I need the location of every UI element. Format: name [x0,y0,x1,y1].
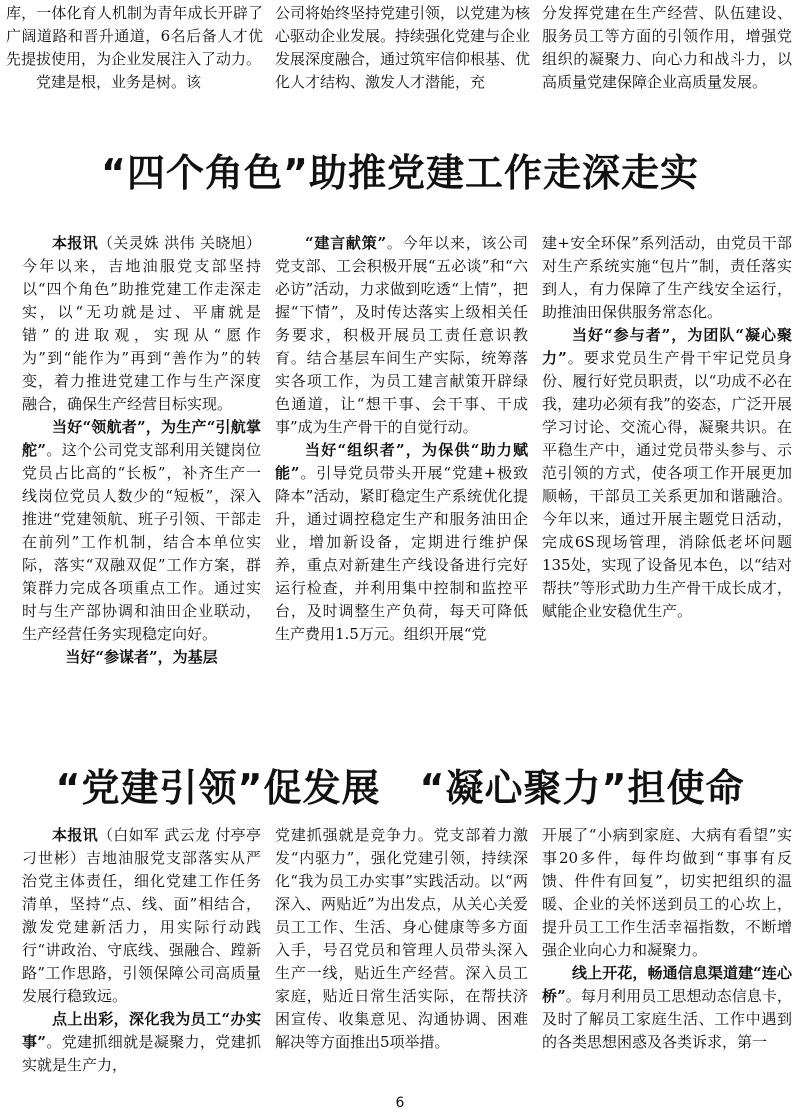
section-text: 。引导党员带头开展“党建+极致降本”活动，紧盯稳定生产系统优化提升，通过调控稳定生产和服务油田企业，增加新设备，定期进行维护保养，重点对新建生产线设备进行完好运行检查，并利用集中控制和监控平台，及时调整生产负荷，每天可降低生产费用1.5万元。组织开展“党 [275,464,528,643]
article-2-column-1 [0,824,267,1092]
article-2-columns [0,824,800,1092]
top-column-2 [267,2,534,114]
article-1-column-3 [534,232,800,732]
subheading: 当好“参谋者”，为基层 [65,648,218,666]
article-2-section [542,962,792,1054]
top-paragraph: 分发挥党建在生产经营、队伍建设、服务员工等方面的引领作用，增强党组织的凝聚力、向心力和战斗力，以高质量党建保障企业高质量发展。 [542,4,792,91]
article-1-columns [0,232,800,732]
intro-text: 今年以来，吉地油服党支部坚持以“四个角色”助推党建工作走深走实，以“无功就是过、平庸就是错”的进取观，实现从“愿作为”到“能作为”再到“善作为”的转变，着力推进党建工作与生产深度融合，确保生产经营目标实现。 [22,257,261,413]
article-1-section [542,324,792,623]
subheading: 当好“领航者”，为生产“引航掌舵” [22,418,261,459]
subheading: 当好“参与者”，为团队“凝心聚力” [542,326,792,367]
section-text: 。这个公司党支部利用关键岗位党员占比高的“长板”，补齐生产一线岗位党员人数少的“短板”，深入推进“党建领航、班子引领、干部走在前列”工作机制，结合本单位实际，落实“双融双促”工作方案，群策群力完成各项重点工作。通过实时与生产部协调和油田企业联动，生产经营任务实现稳定向好。 [22,441,261,643]
byline: （关灵姝 洪伟 关晓旭） [97,234,261,252]
top-paragraph: 库，一体化育人机制为青年成长开辟了广阔道路和晋升通道，6名后备人才优先提拔使用，为企业发展注入了动力。 [6,4,263,68]
headline-article-1: “四个角色”助推党建工作走深走实 [101,151,699,195]
article-1-column-2 [267,232,534,732]
subheading: 线上开花，畅通信息渠道建“连心桥” [542,964,792,1005]
article-1-column-1 [0,232,267,732]
article-2-column-2 [267,824,534,1092]
page-number: 6 [395,1095,405,1111]
top-column-3 [534,2,800,114]
section-text: 。要求党员生产骨干牢记党员身份、履行好党员职责，以“功成不必在我，建功必须有我”的姿态，广泛开展学习讨论、交流心得，凝聚共识。在平稳生产中，通过党员带头参与、示范引领的方式，使各项工作开展更加顺畅，干部员工关系更加和谐融洽。今年以来，通过开展主题党日活动，完成6S现场管理，消除低老坏问题135处，实现了设备见本色，以“结对帮扶”等形式助力生产骨干成长成才，赋能企业安稳优生产。 [542,349,792,620]
article-2-paragraph: 开展了“小病到家庭、大病有看望”实事20多件，每件均做到“事事有反馈、件件有回复”，切实把组织的温暖、企业的关怀送到员工的心坎上，提升员工工作生活幸福指数，不断增强企业向心力和凝聚力。 [542,826,792,959]
top-columns [0,2,800,114]
article-2-section [22,1008,261,1077]
byline: （白如军 武云龙 付亭亭 刁世彬） [22,826,261,867]
lead-tag: 本报讯 [52,826,98,844]
top-paragraph: 公司将始终坚持党建引领，以党建为核心驱动企业发展。持续强化党建与企业发展深度融合，通过筑牢信仰根基、优化人才结构、激发人才潜能，充 [275,4,531,91]
section-text: 。每月利用员工思想动态信息卡，及时了解员工家庭生活、工作中遇到的各类思想困惑及各类诉求，第一 [542,987,792,1051]
lead-tag: 本报讯 [52,234,98,252]
article-2-intro [22,824,261,1008]
subheading: 点上出彩，深化我为员工“办实事” [22,1010,261,1051]
article-2-paragraph: 党建抓强就是竞争力。党支部着力激发“内驱力”，强化党建引领，持续深化“我为员工办实事”实践活动。以“两深入、两贴近”为出发点，从关心关爱员工工作、生活、身心健康等多方面入手，号召党员和管理人员带头深入生产一线，贴近生产经营。深入员工家庭，贴近日常生活实际，在帮扶济困宣传、收集意见、沟通协调、困难解决等方面推出5项举措。 [275,826,528,1051]
subheading: 当好“组织者”，为保供“助力赋能” [275,441,528,482]
subheading: “建言献策” [305,234,387,252]
article-1-paragraph: 建+安全环保”系列活动，由党员干部对生产系统实施“包片”制，责任落实到人，有力保障了生产线安全运行，助推油田保供服务常态化。 [542,234,792,321]
article-1-intro [22,232,261,416]
intro-text: 吉地油服党支部落实从严治党主体责任，细化党建工作任务清单，坚持“点、线、面”相结合，激发党建新活力，用实际行动践行“讲政治、守底线、强融合、蹚新路”工作思路，引领保障公司高质量发展行稳致远。 [22,849,261,1005]
headline-article-2: “党建引领”促发展 “凝心聚力”担使命 [55,766,745,810]
article-1-section [275,439,528,646]
article-1-section [275,232,528,439]
top-paragraph: 党建是根，业务是树。该 [36,73,202,91]
top-column-1 [0,2,267,114]
section-text: 。今年以来，该公司党支部、工会积极开展“五必谈”和“六必访”活动，力求做到吃透“上情”，把握“下情”，及时传达落实上级相关任务要求，积极开展员工责任意识教育。结合基层车间生产实际，统筹落实各项工作，为员工建言献策开辟绿色通道，让“想干事、会干事、干成事”成为生产骨干的自觉行动。 [275,234,528,436]
section-text: 。党建抓细就是凝聚力，党建抓实就是生产力， [22,1033,261,1074]
article-2-column-3 [534,824,800,1092]
article-1-section [22,416,261,646]
